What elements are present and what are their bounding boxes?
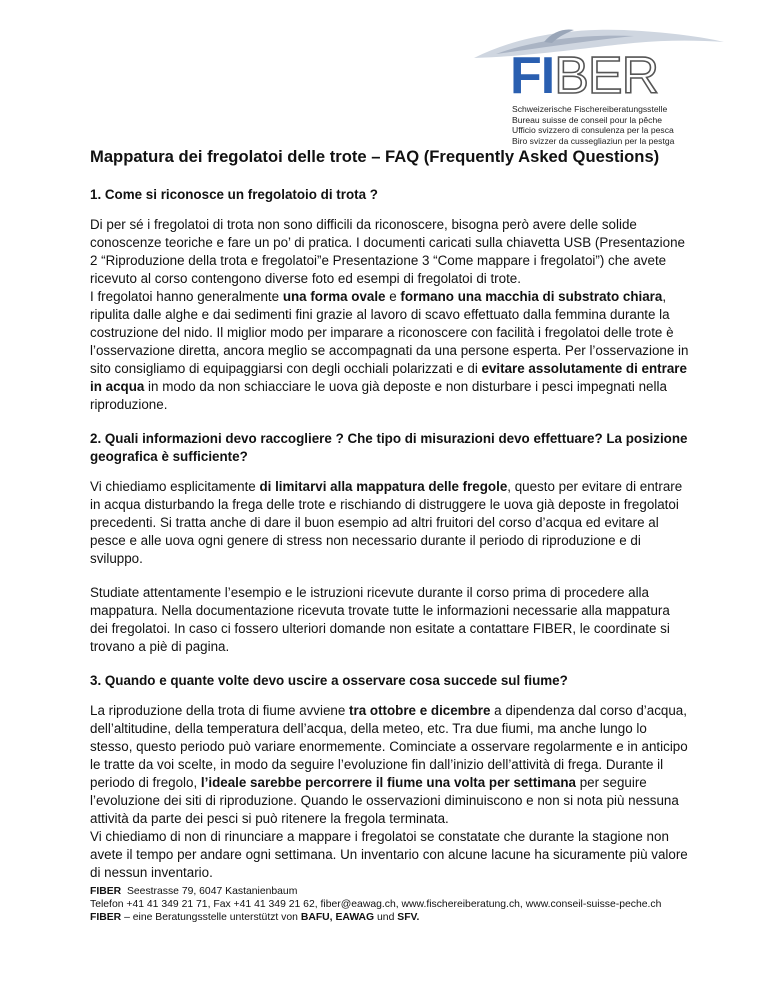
- footer-support: FIBER – eine Beratungsstelle unterstützt von BAFU, EAWAG und SFV.: [90, 912, 420, 923]
- logo-suffix: BER: [554, 47, 659, 105]
- question-1-heading: 1. Come si riconosce un fregolatoio di trota ?: [90, 187, 378, 202]
- document-body: [90, 146, 690, 898]
- document-title: Mappatura dei fregolatoi delle trote – FAQ (Frequently Asked Questions): [90, 147, 660, 166]
- logo-tagline: [512, 104, 674, 146]
- question-3-paragraph-1: La riproduzione della trota di fiume avviene tra ottobre e dicembre a dipendenza dal corso d’acqua, dell’altitudine, della temperatura dell’acqua, della meteo, etc. Tra due fiumi, ma anche lungo lo stesso, questo periodo può variare enormemente. Cominciate a osservare regolarmente e in anticipo le tratte da voi scelte, in modo da seguire l’evoluzione fin dall’inizio dell’attività di frega. Durante il periodo di fregolo, l’ideale sarebbe percorrere il fiume una volta per settimana per seguire l’evoluzione dei siti di riproduzione. Quando le osservazioni diminuiscono e non si nota più nessuna attività da parte dei pesci si può ritenere la fregola terminata.: [90, 703, 688, 826]
- question-1-paragraph-2: I fregolatoi hanno generalmente una forma ovale e formano una macchia di substrato chiara, ripulita dalle alghe e dai sedimenti fini grazie al lavoro di scavo effettuato dalla femmina durante la costruzione del nido. Il miglior modo per imparare a riconoscere con facilità i fregolatoi delle trote è l’osservazione diretta, ancora meglio se accompagnati da una persone esperta. Per l’osservazione in sito consigliamo di equipaggiarsi con degli occhiali polarizzati e di evitare assolutamente di entrare in acqua in modo da non schiacciare le uova già deposte e non disturbare i pesci impegnati nella riproduzione.: [90, 289, 689, 412]
- fiber-logo: [474, 20, 738, 146]
- logo-line-fr: Bureau suisse de conseil pour la pêche: [512, 114, 663, 125]
- question-1-paragraph-1: Di per sé i fregolatoi di trota non sono difficili da riconoscere, bisogna però avere delle solide conoscenze teoriche e fare un po’ di pratica. I documenti caricati sulla chiavetta USB (Presentazione 2 “Riproduzione della trota e fregolatoi”e Presentazione 3 “Come mappare i fregolatoi”) che avete ricevuto al corso contengono diverse foto ed esempi di fregolatoi di trote.: [90, 217, 685, 286]
- question-2-heading: 2. Quali informazioni devo raccogliere ? Che tipo di misurazioni devo effettuare? La posizione geografica è sufficiente?: [90, 431, 688, 464]
- logo-line-rm: Biro svizzer da cussegliaziun per la pestga: [512, 135, 675, 146]
- question-2-paragraph-2: Studiate attentamente l’esempio e le istruzioni ricevute durante il corso prima di procedere alla mappatura. Nella documentazione ricevuta trovate tutte le informazioni necessarie alla mappatura dei fregolatoi. In caso ci fossero ulteriori domande non esitate a contattare FIBER, le coordinate si trovano a piè di pagina.: [90, 585, 670, 654]
- question-3-paragraph-2: Vi chiediamo di non di rinunciare a mappare i fregolatoi se constatate che durante la stagione non avete il tempo per andare ogni settimana. Un inventario con alcune lacune ha sicuramente più valore di nessun inventario.: [90, 829, 688, 880]
- footer-address: FIBER Seestrasse 79, 6047 Kastanienbaum: [90, 886, 298, 897]
- page-footer: [90, 885, 730, 924]
- logo-line-it: Ufficio svizzero di consulenza per la pesca: [512, 125, 674, 135]
- question-2-paragraph-1: Vi chiediamo esplicitamente di limitarvi alla mappatura delle fregole, questo per evitare di entrare in acqua disturbando la frega delle trote e rischiando di distruggere le uova già deposte in fregolatoi precedenti. Si tratta anche di dare il buon esempio ad altri fruitori del corso d’acqua ed evitare al pesce e alle uova ogni genere di stress non necessario durante il periodo di riproduzione e di sviluppo.: [90, 479, 683, 566]
- logo-line-de: Schweizerische Fischereiberatungsstelle: [512, 104, 668, 114]
- logo-prefix: FI: [510, 47, 555, 105]
- question-3-heading: 3. Quando e quante volte devo uscire a osservare cosa succede sul fiume?: [90, 673, 568, 688]
- footer-contact: Telefon +41 41 349 21 71, Fax +41 41 349 21 62, fiber@eawag.ch, www.fischereiberatung.ch, www.conseil-suisse-peche.ch: [90, 899, 662, 910]
- logo-wordmark: [510, 47, 659, 105]
